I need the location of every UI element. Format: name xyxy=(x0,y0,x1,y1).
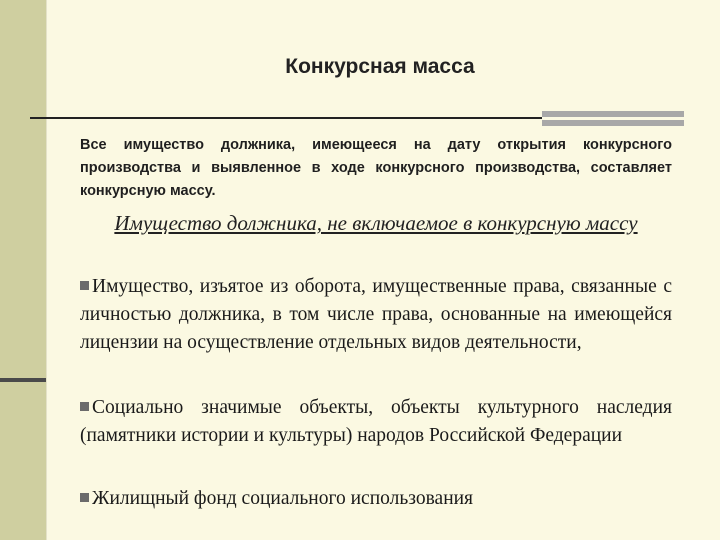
title-rule-block-bottom xyxy=(542,120,684,126)
list-item xyxy=(80,485,672,513)
list-item-text: Социально значимые объекты, объекты культурного наследия (памятники истории и культуры) народов Российской Федерации xyxy=(80,397,672,446)
title-rule-line xyxy=(30,117,542,119)
side-vertical-line xyxy=(46,0,47,540)
side-bar-decoration xyxy=(0,0,46,540)
square-bullet-icon xyxy=(80,493,89,502)
excluded-property-subheading: Имущество должника, не включаемое в конкурсную массу xyxy=(114,211,638,235)
slide-title: Конкурсная масса xyxy=(285,55,475,78)
side-bar-divider xyxy=(0,378,46,382)
title-rule-block-top xyxy=(542,111,684,117)
list-item-text: Жилищный фонд социального использования xyxy=(92,488,474,509)
list-item-text: Имущество, изъятое из оборота, имущественные права, связанные с личностью должника, в том числе права, основанные на имеющейся лицензии на осуществление отдельных видов деятельности, xyxy=(80,276,672,353)
intro-paragraph: Все имущество должника, имеющееся на дату открытия конкурсного производства и выявленное в ходе конкурсного производства, составляет конкурсную массу. xyxy=(80,137,672,199)
square-bullet-icon xyxy=(80,281,89,290)
square-bullet-icon xyxy=(80,402,89,411)
list-item xyxy=(80,273,672,357)
list-item xyxy=(80,394,672,450)
